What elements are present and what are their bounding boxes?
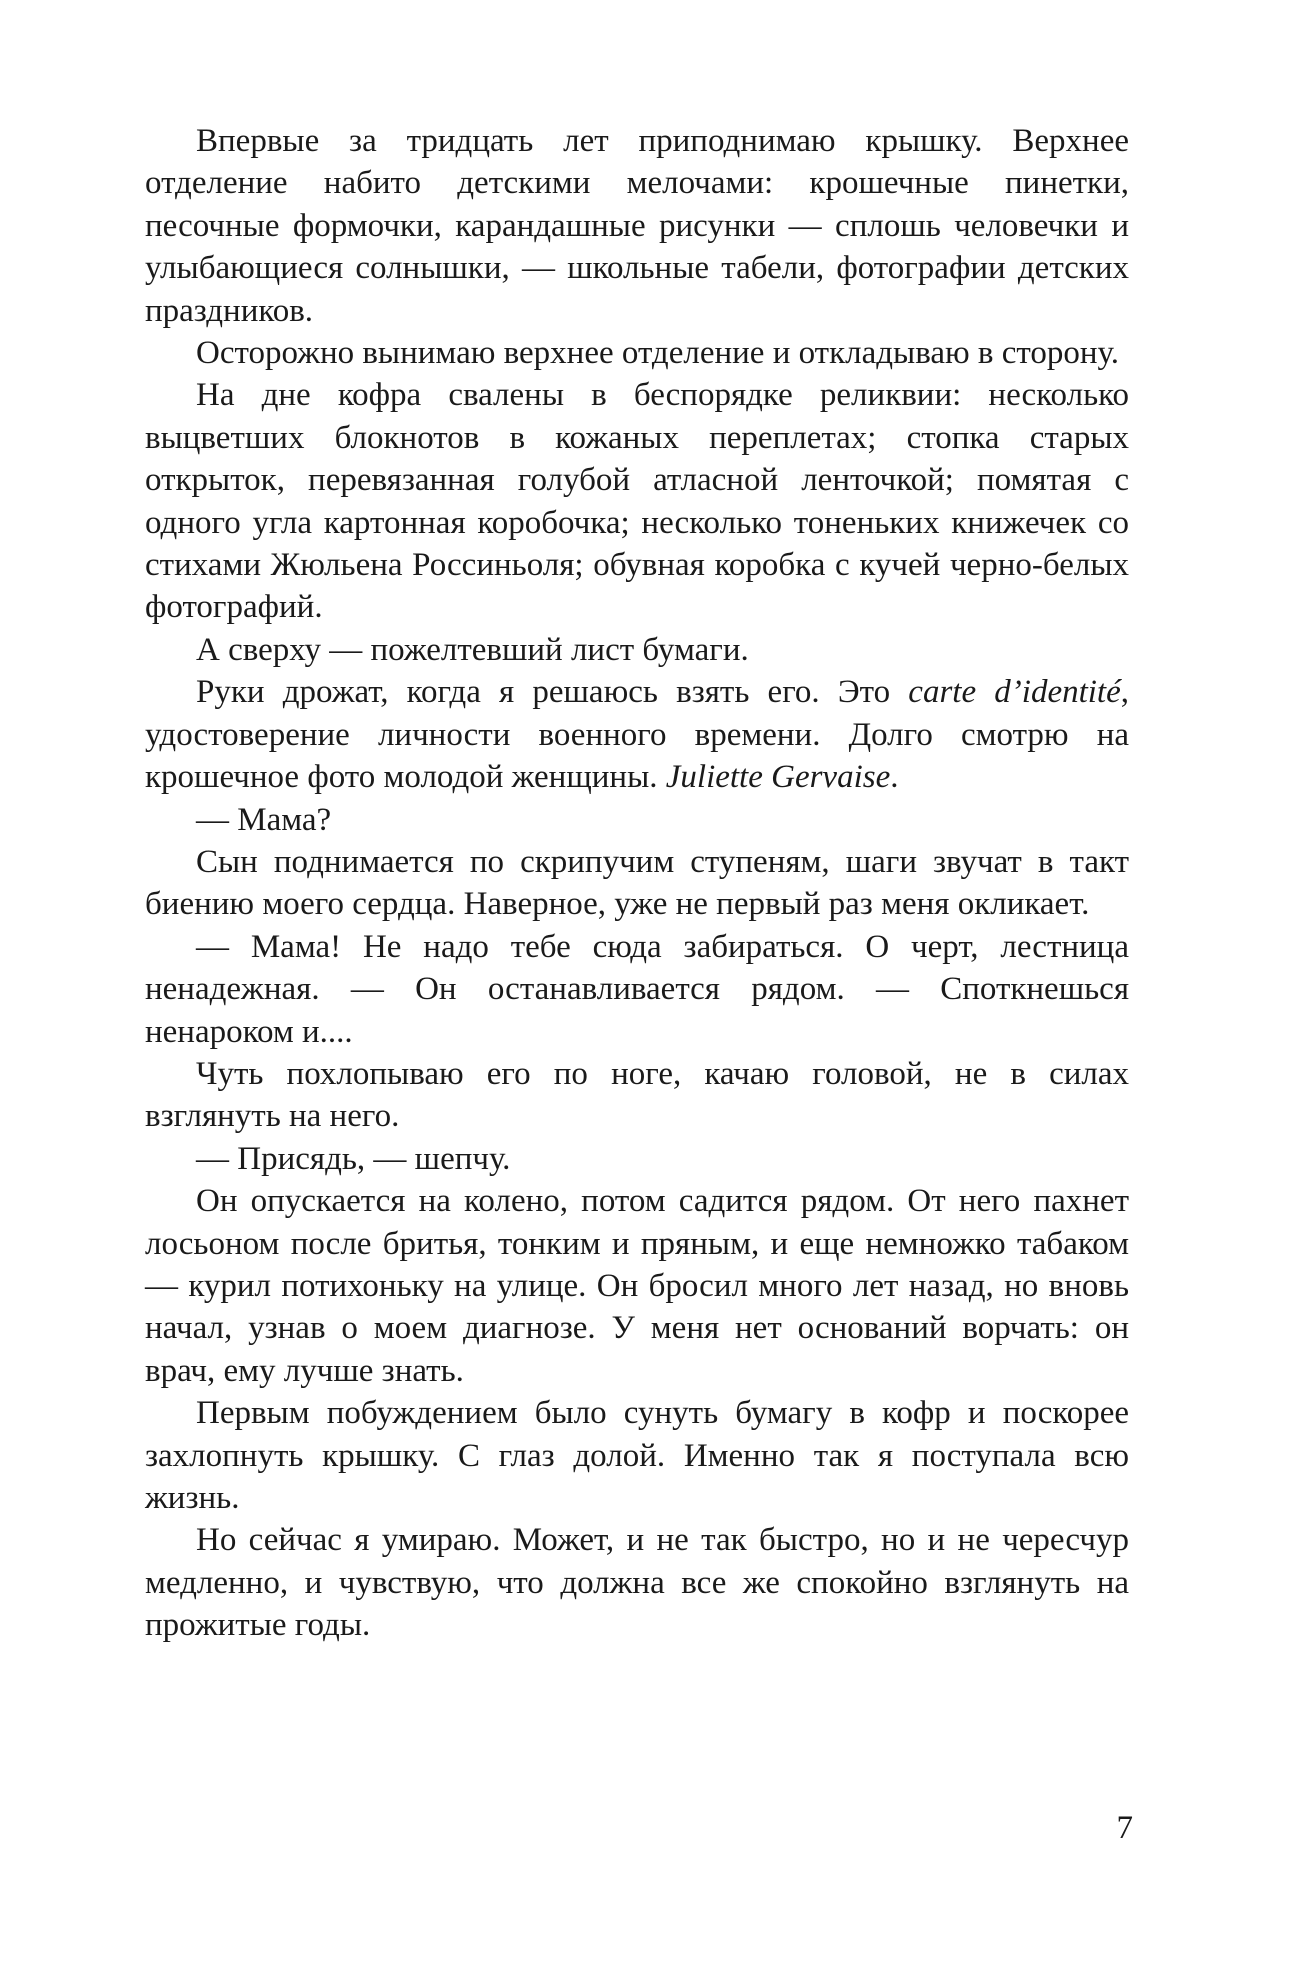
- paragraph: Сын поднимается по скрипучим ступеням, шаги звучат в такт биению моего сердца. Наверное, уже не первый раз меня окликает.: [145, 843, 1129, 923]
- paragraph: Осторожно вынимаю верхнее отделение и откладываю в сторону.: [196, 335, 1119, 372]
- paragraph: А сверху — пожелтевший лист бумаги.: [196, 631, 749, 668]
- paragraph-with-italics: [145, 671, 1129, 798]
- paragraph: Он опускается на колено, потом садится рядом. От него пахнет лосьоном после бритья, тонким и пряным, и еще немножко табаком — курил потихоньку на улице. Он бросил много лет назад, но вновь начал, узнав о моем диагнозе. У меня нет оснований ворчать: он врач, ему лучше знать.: [145, 1183, 1129, 1389]
- body-text: [145, 120, 1129, 1647]
- paragraph: Чуть похлопываю его по ноге, качаю головой, не в силах взглянуть на него.: [145, 1055, 1129, 1135]
- paragraph: — Присядь, — шепчу.: [196, 1140, 511, 1177]
- paragraph: — Мама! Не надо тебе сюда забираться. О черт, лестница ненадежная. — Он останавливается рядом. — Споткнешься ненароком и....: [145, 928, 1129, 1050]
- paragraph: На дне кофра свалены в беспорядке реликвии: несколько выцветших блокнотов в кожаных переплетах; стопка старых открыток, перевязанная голубой атласной ленточкой; помятая с одного угла картонная коробочка; несколько тоненьких книжечек со стихами Жюльена Россиньоля; обувная коробка с кучей черно-белых фотографий.: [145, 377, 1129, 626]
- text-segment: , удостоверение личности военного времени. Долго смотрю на крошечное фото молодой женщины.: [145, 674, 1129, 796]
- paragraph: Впервые за тридцать лет приподнимаю крышку. Верхнее отделение набито детскими мелочами: крошечные пинетки, песочные формочки, карандашные рисунки — сплошь человечки и улыбающиеся солнышки, — школьные табели, фотографии детских праздников.: [145, 123, 1129, 329]
- italic-segment: carte d’identité: [908, 674, 1121, 711]
- paragraph: — Мама?: [196, 801, 332, 838]
- page-number: 7: [1116, 1810, 1133, 1846]
- text-segment: .: [890, 759, 899, 796]
- paragraph: Первым побуждением было сунуть бумагу в кофр и поскорее захлопнуть крышку. С глаз долой. Именно так я поступала всю жизнь.: [145, 1395, 1129, 1516]
- text-segment: Руки дрожат, когда я решаюсь взять его. Это: [196, 674, 909, 711]
- paragraph: Но сейчас я умираю. Может, и не так быстро, но и не чересчур медленно, и чувствую, что должна все же спокойно взглянуть на прожитые годы.: [145, 1522, 1129, 1644]
- italic-segment: Juliette Gervaise: [665, 759, 891, 796]
